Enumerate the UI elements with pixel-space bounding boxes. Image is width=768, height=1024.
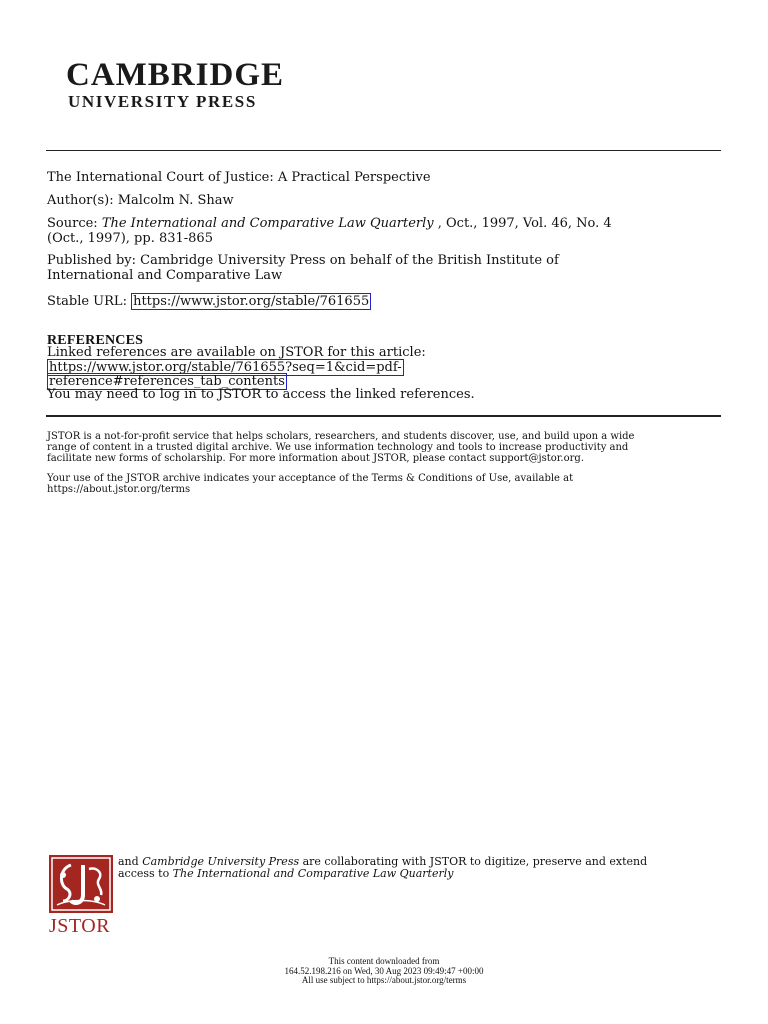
footer-line-2: 164.52.198.216 on Wed, 30 Aug 2023 09:49:47 +00:00 xyxy=(284,965,484,976)
source-line xyxy=(47,216,722,246)
published-by xyxy=(47,253,722,283)
notice-line-3: facilitate new forms of scholarship. For more information about JSTOR, please contact support@jstor.org. xyxy=(47,453,584,464)
logo-line-2: UNIVERSITY PRESS xyxy=(68,92,257,111)
download-footer xyxy=(0,957,768,986)
published-line-2: International and Comparative Law xyxy=(47,268,283,283)
footer-line-3: All use subject to https://about.jstor.org/terms xyxy=(301,975,467,985)
collab-publisher: Cambridge University Press xyxy=(142,855,300,868)
author-name: Malcolm N. Shaw xyxy=(117,193,234,208)
references-link-cont[interactable]: reference#references_tab_contents xyxy=(49,374,285,389)
article-title: The International Court of Justice: A Practical Perspective xyxy=(47,170,431,185)
jstor-seal-icon xyxy=(49,855,113,913)
terms-line-1: Your use of the JSTOR archive indicates your acceptance of the Terms & Conditions of Use, available at xyxy=(47,473,574,484)
source-pages: (Oct., 1997), pp. 831-865 xyxy=(47,231,213,246)
published-line-1: Published by: Cambridge University Press on behalf of the British Institute of xyxy=(47,253,559,268)
stable-url-line xyxy=(47,294,722,309)
jstor-logo xyxy=(49,855,115,939)
stable-url-link[interactable]: https://www.jstor.org/stable/761655 xyxy=(133,294,370,309)
collab-journal: The International and Comparative Law Quarterly xyxy=(172,867,454,880)
collab-pre: and xyxy=(118,855,143,868)
source-journal: The International and Comparative Law Quarterly xyxy=(101,216,434,231)
cambridge-logo xyxy=(66,58,306,112)
jstor-wordmark: JSTOR xyxy=(49,915,111,937)
references-login-note: You may need to log in to JSTOR to access the linked references. xyxy=(47,387,475,402)
terms-line-2: https://about.jstor.org/terms xyxy=(47,484,191,495)
references-heading: REFERENCES xyxy=(47,333,144,348)
top-divider xyxy=(46,150,721,151)
author-line xyxy=(47,193,722,208)
notice-line-1: JSTOR is a not-for-profit service that helps scholars, researchers, and students discover, use, and build upon a wide xyxy=(47,431,635,442)
references-intro: Linked references are available on JSTOR for this article: xyxy=(47,345,426,360)
author-label: Author(s): xyxy=(47,193,118,208)
middle-divider xyxy=(46,415,721,417)
logo-line-1: CAMBRIDGE xyxy=(66,57,285,93)
source-details: , Oct., 1997, Vol. 46, No. 4 xyxy=(433,216,612,231)
collab-line2-pre: access to xyxy=(118,867,173,880)
stable-url-label: Stable URL: xyxy=(47,294,132,309)
notice-line-2: range of content in a trusted digital archive. We use information technology and tools to increase productivity and xyxy=(47,442,629,453)
references-link[interactable]: https://www.jstor.org/stable/761655?seq=1&cid=pdf- xyxy=(49,360,402,375)
collab-mid: are collaborating with JSTOR to digitize, preserve and extend xyxy=(299,855,648,868)
jstor-notice xyxy=(47,431,722,464)
footer-line-1: This content downloaded from xyxy=(328,956,440,966)
source-label: Source: xyxy=(47,216,102,231)
terms-notice xyxy=(47,473,722,495)
collaboration-statement xyxy=(118,856,718,880)
